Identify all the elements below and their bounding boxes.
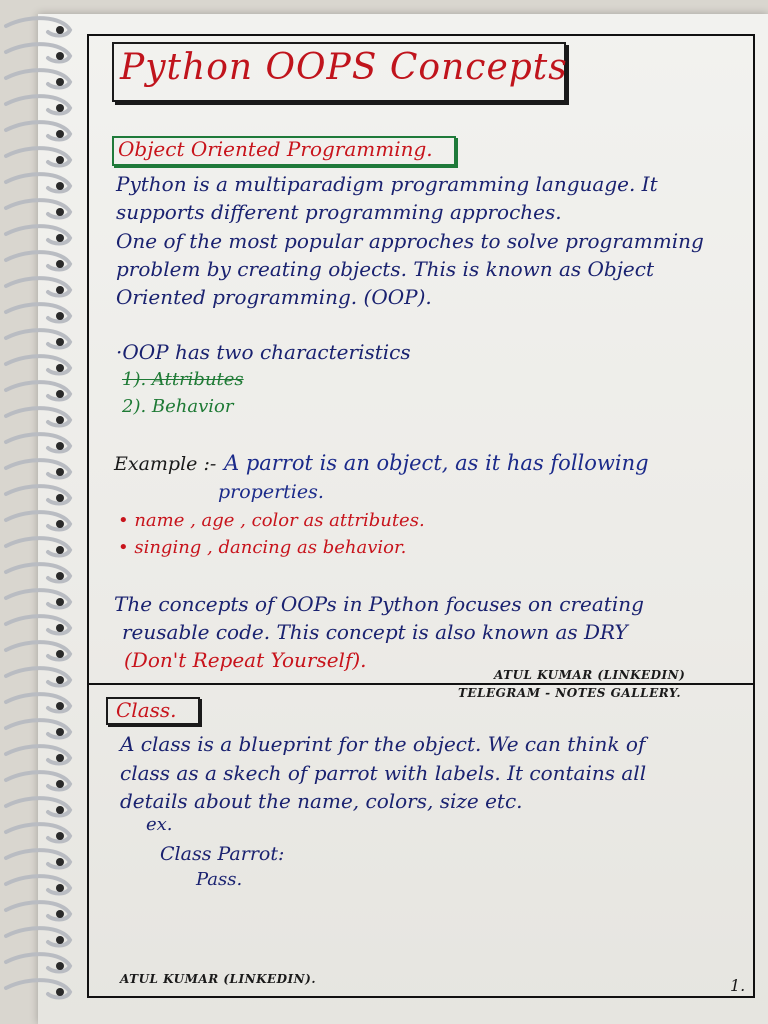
bullet-text: name , age , color as attributes.: [134, 510, 425, 531]
punch-hole: [56, 286, 64, 294]
punch-hole: [56, 650, 64, 658]
punch-hole: [56, 182, 64, 190]
punch-hole: [56, 988, 64, 996]
punch-hole: [56, 598, 64, 606]
example-text: properties.: [218, 481, 324, 503]
punch-hole: [56, 884, 64, 892]
punch-hole: [56, 676, 64, 684]
characteristic-label: 2). Behavior: [122, 396, 234, 417]
paragraph-line: problem by creating objects. This is known as Object: [116, 257, 654, 281]
paragraph-line: supports different programming approches.: [116, 200, 562, 224]
characteristics-intro: ·OOP has two characteristics: [116, 340, 411, 364]
code-line: Pass.: [196, 869, 243, 890]
punch-hole: [56, 832, 64, 840]
punch-hole: [56, 416, 64, 424]
punch-hole: [56, 546, 64, 554]
punch-hole: [56, 936, 64, 944]
punch-hole: [56, 104, 64, 112]
example-marker: ex.: [146, 814, 173, 835]
punch-hole: [56, 312, 64, 320]
punch-hole: [56, 728, 64, 736]
section-heading-oop: Object Oriented Programming.: [118, 137, 433, 161]
paragraph-line: Oriented programming. (OOP).: [116, 285, 432, 309]
punch-hole: [56, 52, 64, 60]
characteristic-item: [122, 369, 244, 390]
section-divider: [87, 683, 755, 685]
paragraph-line: One of the most popular approches to solve programming: [116, 229, 704, 253]
punch-hole: [56, 962, 64, 970]
paragraph-line: class as a skech of parrot with labels. It contains all: [120, 761, 647, 785]
punch-hole: [56, 260, 64, 268]
punch-hole: [56, 26, 64, 34]
punch-hole: [56, 338, 64, 346]
punch-hole: [56, 572, 64, 580]
code-line: Class Parrot:: [160, 843, 285, 865]
example-text: A parrot is an object, as it has following: [224, 451, 649, 475]
list-item: [118, 537, 406, 558]
punch-hole: [56, 78, 64, 86]
punch-hole: [56, 858, 64, 866]
bullet-text: singing , dancing as behavior.: [134, 537, 407, 558]
punch-hole: [56, 208, 64, 216]
author-credit: ATUL KUMAR (LINKEDIN): [494, 668, 686, 682]
page-title: Python OOPS Concepts: [120, 47, 568, 88]
section-heading-class: Class.: [116, 698, 177, 722]
punch-hole: [56, 442, 64, 450]
punch-hole: [56, 702, 64, 710]
punch-hole: [56, 624, 64, 632]
punch-hole: [56, 468, 64, 476]
paragraph-line: The concepts of OOPs in Python focuses on creating: [114, 592, 644, 616]
list-item: [118, 510, 425, 531]
bullet-icon: •: [118, 510, 135, 531]
punch-hole: [56, 156, 64, 164]
punch-hole: [56, 130, 64, 138]
paragraph-line: reusable code. This concept is also known as DRY: [122, 620, 628, 644]
footer-credit: ATUL KUMAR (LINKEDIN).: [120, 972, 316, 986]
punch-hole: [56, 754, 64, 762]
telegram-credit: TELEGRAM - NOTES GALLERY.: [458, 686, 682, 700]
example-label: Example :-: [114, 453, 217, 475]
punch-hole: [56, 364, 64, 372]
punch-hole: [56, 390, 64, 398]
punch-hole: [56, 520, 64, 528]
punch-hole: [56, 234, 64, 242]
punch-hole: [56, 780, 64, 788]
page-number: 1.: [730, 976, 746, 995]
characteristic-label: 1). Attributes: [122, 369, 244, 390]
punch-hole: [56, 494, 64, 502]
spiral-binding: [0, 10, 80, 1010]
punch-hole: [56, 910, 64, 918]
paragraph-line: Python is a multiparadigm programming language. It: [116, 172, 658, 196]
punch-hole: [56, 806, 64, 814]
bullet-icon: •: [118, 537, 135, 558]
dry-text: (Don't Repeat Yourself).: [124, 648, 367, 672]
characteristic-item: [122, 396, 234, 417]
paragraph-line: details about the name, colors, size etc.: [120, 789, 523, 813]
paragraph-line: A class is a blueprint for the object. We can think of: [120, 732, 646, 756]
